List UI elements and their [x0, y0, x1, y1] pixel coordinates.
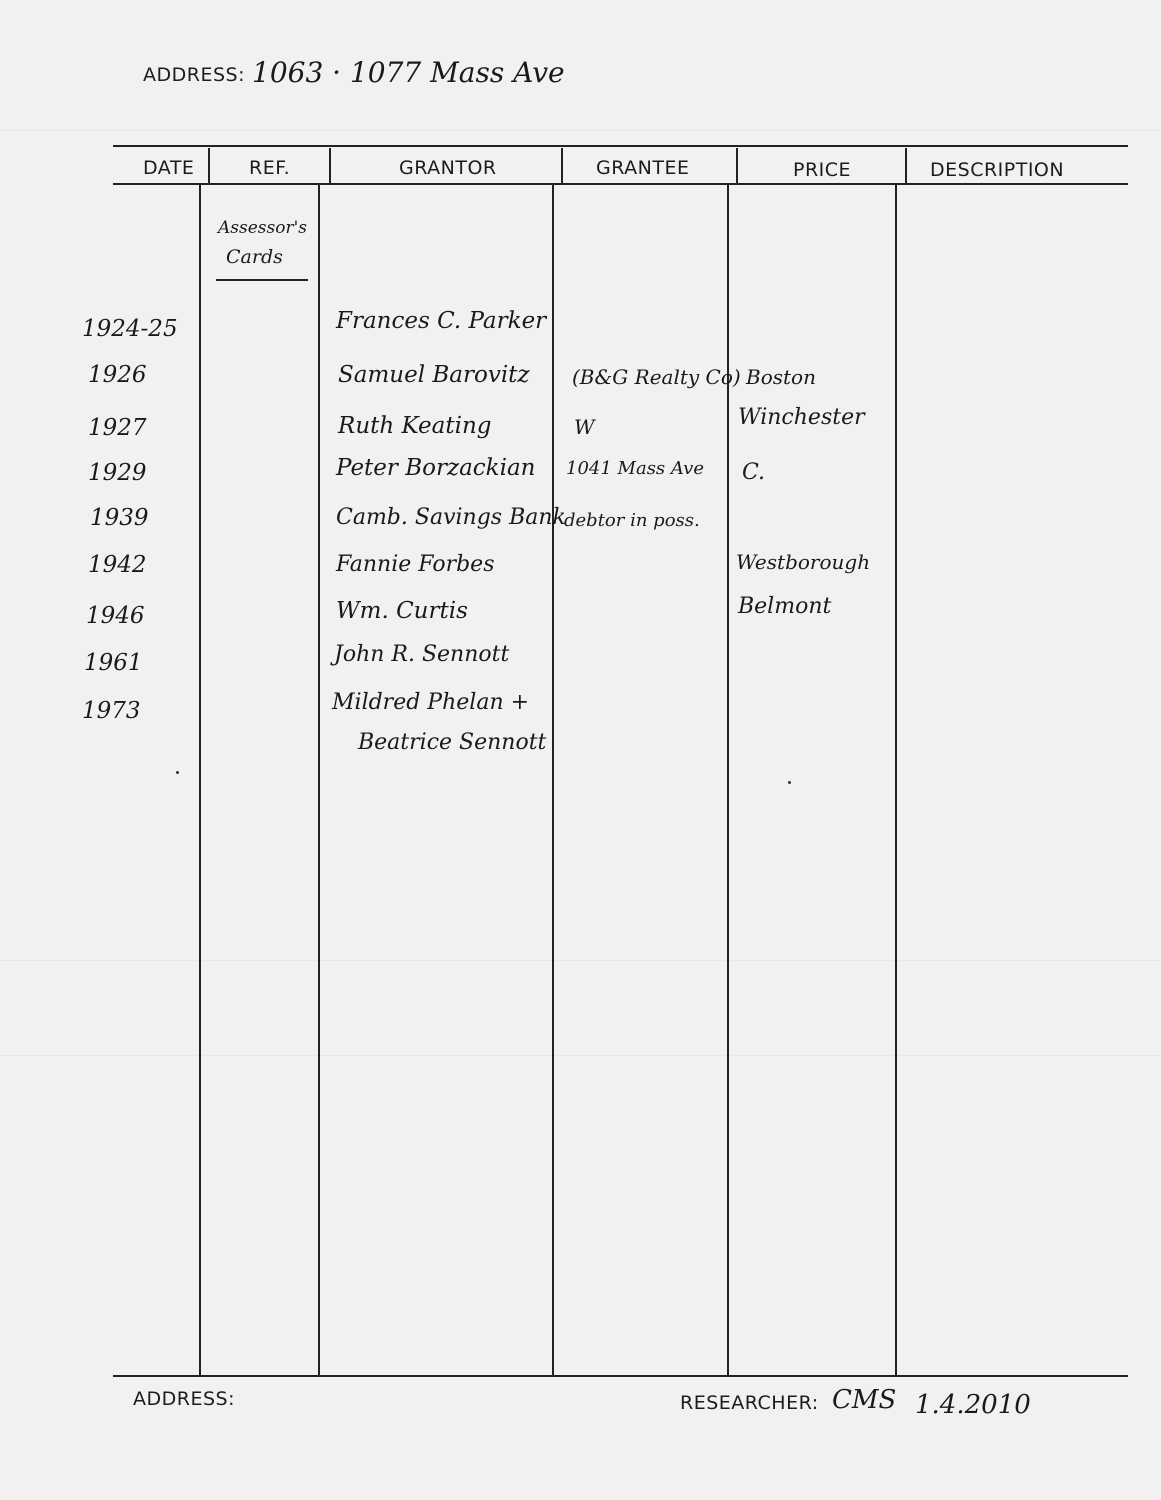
column-divider	[727, 185, 729, 1375]
row-date: 1924-25	[82, 316, 178, 342]
column-divider	[329, 148, 331, 183]
row-date: 1939	[90, 505, 149, 531]
scan-artifact	[0, 960, 1161, 961]
researcher-label: RESEARCHER:	[680, 1392, 819, 1414]
row-grantor: Ruth Keating	[338, 413, 492, 439]
stray-mark	[176, 771, 179, 774]
column-divider	[736, 148, 738, 183]
row-grantor: Camb. Savings Bank	[336, 505, 566, 530]
row-date: 1929	[88, 460, 147, 486]
column-header-grantor: GRANTOR	[399, 157, 497, 179]
column-divider	[561, 148, 563, 183]
ref-note: Cards	[226, 246, 283, 268]
row-grantor: Samuel Barovitz	[338, 362, 530, 388]
row-grantor: Frances C. Parker	[336, 308, 547, 334]
row-grantor: Fannie Forbes	[336, 552, 495, 577]
row-date: 1942	[88, 552, 147, 578]
row-grantor: Wm. Curtis	[336, 598, 468, 624]
row-grantee: W	[574, 415, 595, 439]
address-value: 1063 · 1077 Mass Ave	[252, 56, 565, 89]
row-price: Belmont	[738, 594, 832, 619]
column-divider	[318, 185, 320, 1375]
ref-note-underline	[216, 279, 308, 281]
researcher-initials: CMS	[832, 1385, 897, 1415]
scan-artifact	[0, 130, 1161, 131]
row-grantor: John R. Sennott	[334, 642, 510, 667]
column-divider	[552, 185, 554, 1375]
column-header-description: DESCRIPTION	[930, 159, 1065, 181]
address-label: ADDRESS:	[143, 64, 245, 86]
column-header-date: DATE	[143, 157, 195, 179]
row-date: 1961	[84, 650, 143, 676]
row-grantee: debtor in poss.	[564, 510, 700, 531]
row-price: C.	[742, 460, 766, 485]
column-divider	[895, 185, 897, 1375]
researcher-date: 1.4.2010	[915, 1390, 1031, 1420]
column-divider	[905, 148, 907, 183]
column-divider	[199, 185, 201, 1375]
ref-note: Assessor's	[218, 218, 307, 238]
column-divider	[208, 148, 210, 183]
row-date: 1926	[88, 362, 147, 388]
footer-address-label: ADDRESS:	[133, 1388, 235, 1410]
column-header-price: PRICE	[793, 159, 852, 181]
row-grantee: (B&G Realty Co)	[572, 365, 741, 389]
row-price: Winchester	[738, 405, 865, 430]
table-header-rule	[113, 183, 1128, 185]
table-bottom-rule	[113, 1375, 1128, 1377]
row-price: Westborough	[736, 550, 871, 574]
row-grantor: Mildred Phelan +	[332, 690, 530, 715]
row-date: 1927	[88, 415, 147, 441]
row-date: 1946	[86, 603, 145, 629]
stray-mark	[788, 781, 791, 784]
row-grantee: 1041 Mass Ave	[566, 458, 704, 479]
table-top-rule	[113, 145, 1128, 147]
row-grantor-continuation: Beatrice Sennott	[358, 730, 547, 755]
column-header-grantee: GRANTEE	[596, 157, 690, 179]
row-grantor: Peter Borzackian	[336, 455, 536, 481]
column-header-ref: REF.	[249, 157, 291, 179]
row-price: Boston	[746, 365, 816, 389]
scan-artifact	[0, 1055, 1161, 1056]
row-date: 1973	[82, 698, 141, 724]
